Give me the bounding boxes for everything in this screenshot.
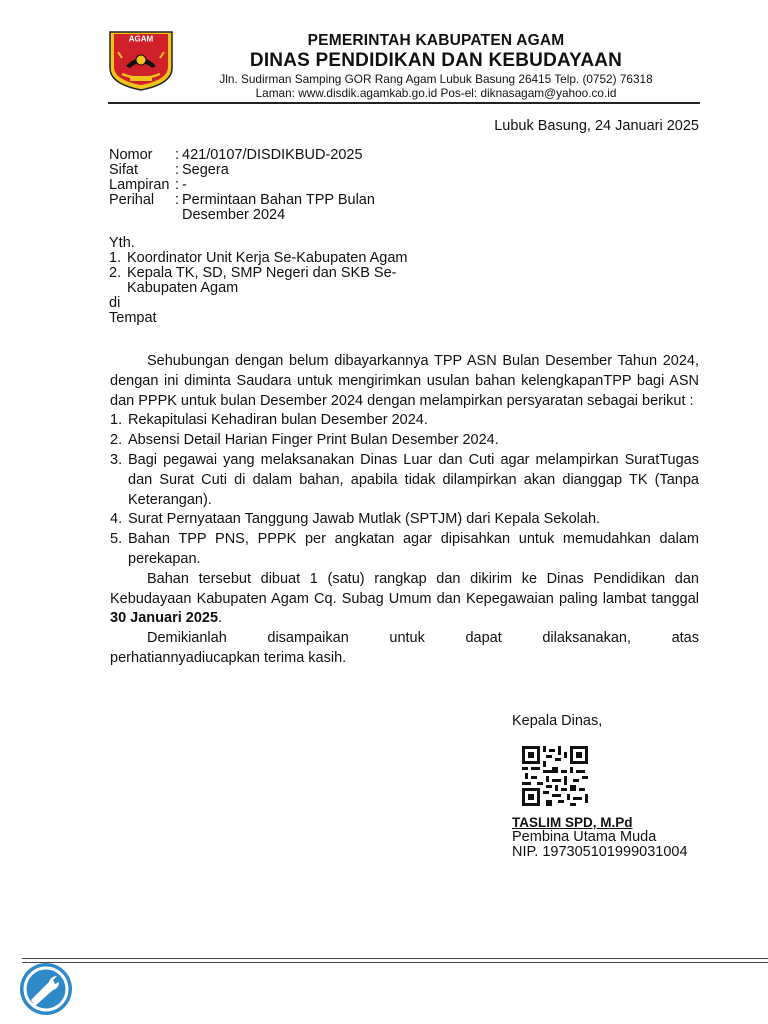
qr-code-signature — [522, 746, 588, 806]
meta-separator: : — [175, 177, 180, 193]
meta-separator: : — [175, 192, 180, 208]
item-text: Bahan TPP PNS, PPPK per angkatan agar dipisahkan untuk memudahkan dalam perekapan. — [128, 531, 699, 567]
item-number: 4. — [110, 511, 123, 528]
list-item — [110, 411, 699, 431]
meta-row-attachment — [109, 178, 402, 193]
submission-text: Bahan tersebut dibuat 1 (satu) rangkap dan dikirim ke Dinas Pendidikan dan Kebudayaan Kabupaten Agam Cq. Subag Umum dan Kepegawaian paling lambat tanggal — [110, 570, 699, 607]
meta-row-subject — [109, 193, 402, 223]
footer-divider — [22, 958, 768, 959]
meta-key: Sifat — [109, 162, 139, 178]
agam-regency-logo — [108, 30, 174, 92]
signatory-name: TASLIM SPD, M.Pd — [512, 815, 633, 830]
office-address: Jln. Sudirman Samping GOR Rang Agam Lubuk Basung 26415 Telp. (0752) 76318 — [219, 72, 653, 86]
meta-value: Segera — [182, 162, 229, 178]
item-number: 5. — [110, 531, 123, 548]
item-number: 2. — [109, 265, 122, 281]
signatory-rank: Pembina Utama Muda — [512, 829, 657, 845]
signature-block — [512, 712, 602, 730]
addressee-place: Tempat — [109, 310, 157, 326]
signatory-position: Kepala Dinas, — [512, 713, 603, 729]
addressee-greeting: Yth. — [109, 235, 135, 251]
closing-line-1: Demikianlah disampaikan untuk dapat dilaksanakan, atas — [147, 630, 699, 647]
office-contact: Laman: www.disdik.agamkab.go.id Pos-el: diknasagam@yahoo.co.id — [255, 86, 617, 100]
signatory-details — [512, 830, 688, 860]
list-item — [110, 530, 699, 570]
meta-row-nature — [109, 163, 402, 178]
letter-body — [110, 352, 699, 669]
meta-key: Perihal — [109, 192, 155, 208]
requirements-list — [110, 411, 699, 569]
government-name: PEMERINTAH KABUPATEN AGAM — [307, 32, 565, 49]
signatory-nip: NIP. 197305101999031004 — [512, 844, 688, 860]
footer-divider — [22, 962, 768, 963]
item-number: 3. — [110, 451, 123, 468]
addressee-list — [109, 251, 409, 296]
svg-text:AGAM: AGAM — [128, 34, 154, 44]
deadline-date: 30 Januari 2025 — [110, 610, 219, 627]
closing-line-2: perhatiannyadiucapkan terima kasih. — [110, 649, 347, 666]
letterhead-divider — [108, 102, 700, 104]
submission-end: . — [218, 610, 223, 627]
list-item — [110, 510, 699, 530]
submission-paragraph — [110, 570, 699, 629]
letterhead — [186, 32, 686, 100]
meta-row-number — [109, 148, 402, 163]
list-item — [109, 266, 409, 296]
meta-value: - — [182, 177, 187, 193]
item-text: Bagi pegawai yang melaksanakan Dinas Luar dan Cuti agar melampirkan SuratTugas dan Surat Cuti di dalam bahan, apabila tidak dilampirkan akan dianggap TK (Tanpa Keterangan). — [128, 451, 699, 508]
item-number: 1. — [110, 412, 123, 429]
item-text: Rekapitulasi Kehadiran bulan Desember 2024. — [128, 412, 428, 429]
meta-key: Nomor — [109, 147, 153, 163]
item-text: Koordinator Unit Kerja Se-Kabupaten Agam — [127, 250, 408, 266]
meta-value: Permintaan Bahan TPP Bulan Desember 2024 — [182, 192, 375, 223]
meta-separator: : — [175, 162, 180, 178]
meta-value: 421/0107/DISDIKBUD-2025 — [182, 147, 363, 163]
list-item — [110, 451, 699, 510]
addressee-block — [109, 236, 409, 326]
item-text: Kepala TK, SD, SMP Negeri dan SKB Se-Kabupaten Agam — [127, 265, 397, 296]
footer-logo-icon — [17, 960, 75, 1016]
meta-key: Lampiran — [109, 177, 170, 193]
addressee-at: di — [109, 295, 121, 311]
intro-paragraph: Sehubungan dengan belum dibayarkannya TPP ASN Bulan Desember Tahun 2024, dengan ini diminta Saudara untuk mengirimkan usulan bahan kelengkapanTPP bagi ASN dan PPPK untuk bulan Desember 2024 dengan melampirkan persyaratan sebagai berikut : — [110, 353, 699, 409]
letter-date: Lubuk Basung, 24 Januari 2025 — [494, 118, 699, 134]
item-number: 1. — [109, 250, 122, 266]
item-number: 2. — [110, 432, 123, 449]
item-text: Surat Pernyataan Tanggung Jawab Mutlak (SPTJM) dari Kepala Sekolah. — [128, 511, 601, 528]
meta-separator: : — [175, 147, 180, 163]
department-name: DINAS PENDIDIKAN DAN KEBUDAYAAN — [249, 50, 623, 71]
letter-metadata — [109, 148, 402, 223]
list-item — [109, 251, 409, 266]
list-item — [110, 431, 699, 451]
item-text: Absensi Detail Harian Finger Print Bulan Desember 2024. — [128, 432, 499, 449]
